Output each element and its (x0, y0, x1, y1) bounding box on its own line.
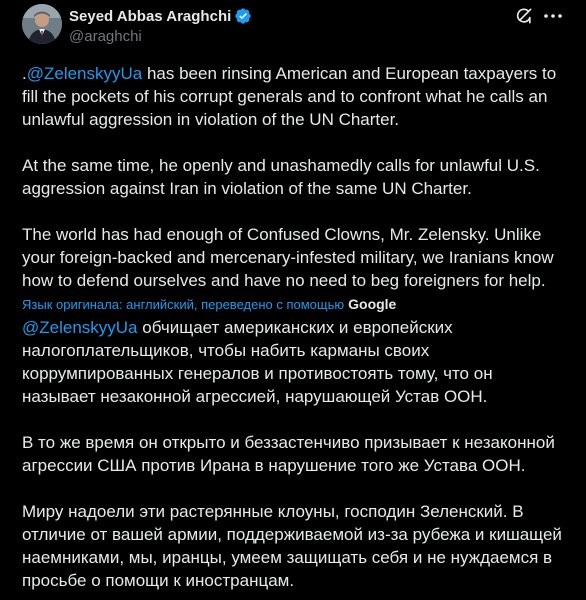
original-paragraph-3: The world has had enough of Confused Clowns, Mr. Zelensky. Unlike your foreign-backed and mercenary-infested military, we Iranians know how to defend ourselves and have no need to beg foreigners for help. (22, 225, 554, 290)
paragraph-text: has been rinsing American and European taxpayers to fill the pockets of his corrupt generals and to confront what he calls an unlawful aggression in violation of the UN Charter. (22, 64, 557, 129)
translated-text (22, 316, 564, 592)
mention-link[interactable]: @ZelenskyyUa (22, 318, 138, 337)
translated-paragraph-3: Миру надоели эти растерянные клоуны, господин Зеленский. В отличие от вашей армии, поддерживаемой из-за рубежа и кишащей наемниками, мы, иранцы, умеем защищать себя и не нуждаемся в просьбе о помощи к иностранцам. (22, 502, 562, 590)
translated-paragraph-1 (22, 316, 564, 408)
name-row (69, 6, 252, 26)
paragraph-text: обчищает американских и европейских налогоплательщиков, чтобы набить карманы своих коррумпированных генералов и противостоять тому, что он называет незаконной агрессией, нарушающей Устав ООН. (22, 318, 493, 406)
original-text (22, 62, 564, 292)
original-paragraph-2: At the same time, he openly and unashamedly calls for unlawful U.S. aggression against Iran in violation of the same UN Charter. (22, 156, 540, 198)
grok-icon[interactable] (514, 6, 534, 26)
translated-paragraph-2: В то же время он открыто и беззастенчиво призывает к незаконной агрессии США против Ирана в нарушение того же Устава ООН. (22, 433, 555, 475)
translation-note-text: Язык оригинала: английский, переведено с помощью (22, 296, 345, 312)
avatar-photo-icon (22, 4, 62, 44)
avatar[interactable] (22, 4, 62, 44)
tweet-header (22, 0, 564, 62)
mention-link[interactable]: @ZelenskyyUa (26, 64, 143, 83)
google-logo: Google (348, 296, 397, 312)
original-paragraph-1 (22, 62, 564, 131)
translation-note[interactable] (22, 294, 564, 314)
more-options-icon[interactable] (542, 6, 564, 26)
handle[interactable]: @araghchi (69, 28, 142, 45)
display-name[interactable]: Seyed Abbas Araghchi (69, 7, 232, 25)
text-prefix: . (22, 64, 27, 83)
author-block (69, 6, 252, 45)
verified-badge-icon (234, 7, 252, 25)
